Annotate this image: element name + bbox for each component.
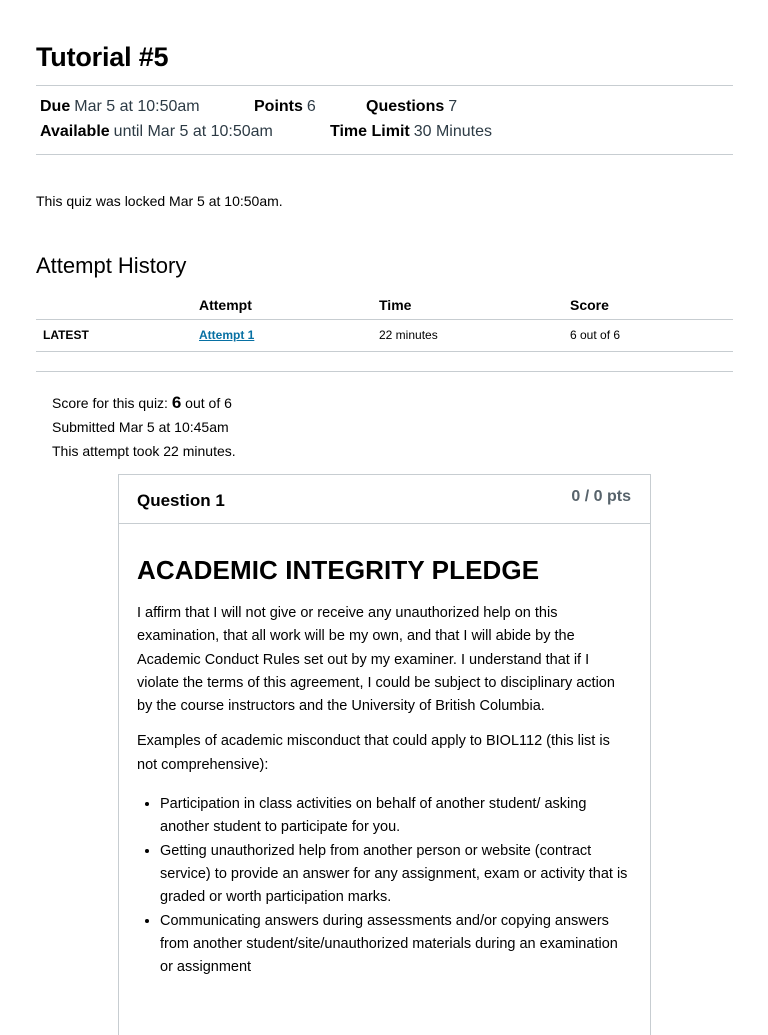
- points-field: [254, 98, 316, 116]
- table-header: [36, 292, 733, 320]
- time-limit-label: Time Limit: [330, 123, 410, 140]
- question-card: [118, 474, 651, 1035]
- attempt-status: LATEST: [43, 328, 89, 342]
- divider: [36, 371, 733, 372]
- locked-message: This quiz was locked Mar 5 at 10:50am.: [36, 193, 283, 209]
- page-title: Tutorial #5: [36, 42, 169, 72]
- points-value: 6: [306, 98, 316, 115]
- due-label: Due: [40, 98, 71, 115]
- divider: [36, 85, 733, 86]
- question-header: [119, 475, 650, 524]
- column-header-attempt: Attempt: [199, 297, 252, 313]
- question-name: Question 1: [137, 491, 225, 510]
- time-limit-value: 30 Minutes: [413, 123, 492, 140]
- questions-value: 7: [448, 98, 458, 115]
- available-value: until Mar 5 at 10:50am: [113, 123, 273, 140]
- questions-field: [366, 98, 457, 116]
- questions-label: Questions: [366, 98, 445, 115]
- question-body: [137, 555, 633, 979]
- list-item: • Getting unauthorized help from another person or website (contract service) to provide an answer for any assignment, exam or activity that is graded or worth participation marks.: [160, 840, 633, 910]
- quiz-summary: [52, 391, 236, 463]
- list-item: • Participation in class activities on behalf of another student/ asking another student to participate for you.: [160, 793, 633, 840]
- duration-line: This attempt took 22 minutes.: [52, 443, 236, 459]
- column-header-time: Time: [379, 297, 412, 313]
- attempt-link[interactable]: Attempt 1: [199, 328, 255, 342]
- available-label: Available: [40, 123, 110, 140]
- points-label: Points: [254, 98, 303, 115]
- time-limit-field: [330, 123, 492, 141]
- pledge-heading: ACADEMIC INTEGRITY PLEDGE: [137, 555, 540, 585]
- divider: [36, 154, 733, 155]
- attempt-score: 6 out of 6: [570, 328, 621, 342]
- attempt-history-title: Attempt History: [36, 253, 187, 278]
- submitted-line: Submitted Mar 5 at 10:45am: [52, 419, 229, 435]
- question-points: 0 / 0 pts: [571, 488, 631, 505]
- available-field: [40, 123, 273, 141]
- attempt-history-table: [36, 292, 733, 352]
- due-value: Mar 5 at 10:50am: [74, 98, 200, 115]
- misconduct-intro: Examples of academic misconduct that could apply to BIOL112 (this list is not comprehensive):: [137, 733, 610, 773]
- score-suffix: out of 6: [181, 395, 232, 411]
- misconduct-list: [137, 793, 633, 979]
- score-line: [52, 391, 236, 415]
- due-field: [40, 98, 200, 116]
- pledge-paragraph: I affirm that I will not give or receive any unauthorized help on this examination, that all work will be my own, and that I will abide by the Academic Conduct Rules set out by my examiner. I understand that if I violate the terms of this agreement, I could be subject to disciplinary action by the course instructors and the University of British Columbia.: [137, 605, 615, 715]
- column-header-score: Score: [570, 297, 609, 313]
- score-value: 6: [171, 393, 182, 412]
- attempt-time: 22 minutes: [379, 328, 438, 342]
- list-item: • Communicating answers during assessments and/or copying answers from another student/site/unauthorized materials during an examination or assignment: [160, 910, 633, 980]
- table-row: [36, 320, 733, 352]
- score-prefix: Score for this quiz:: [52, 395, 172, 411]
